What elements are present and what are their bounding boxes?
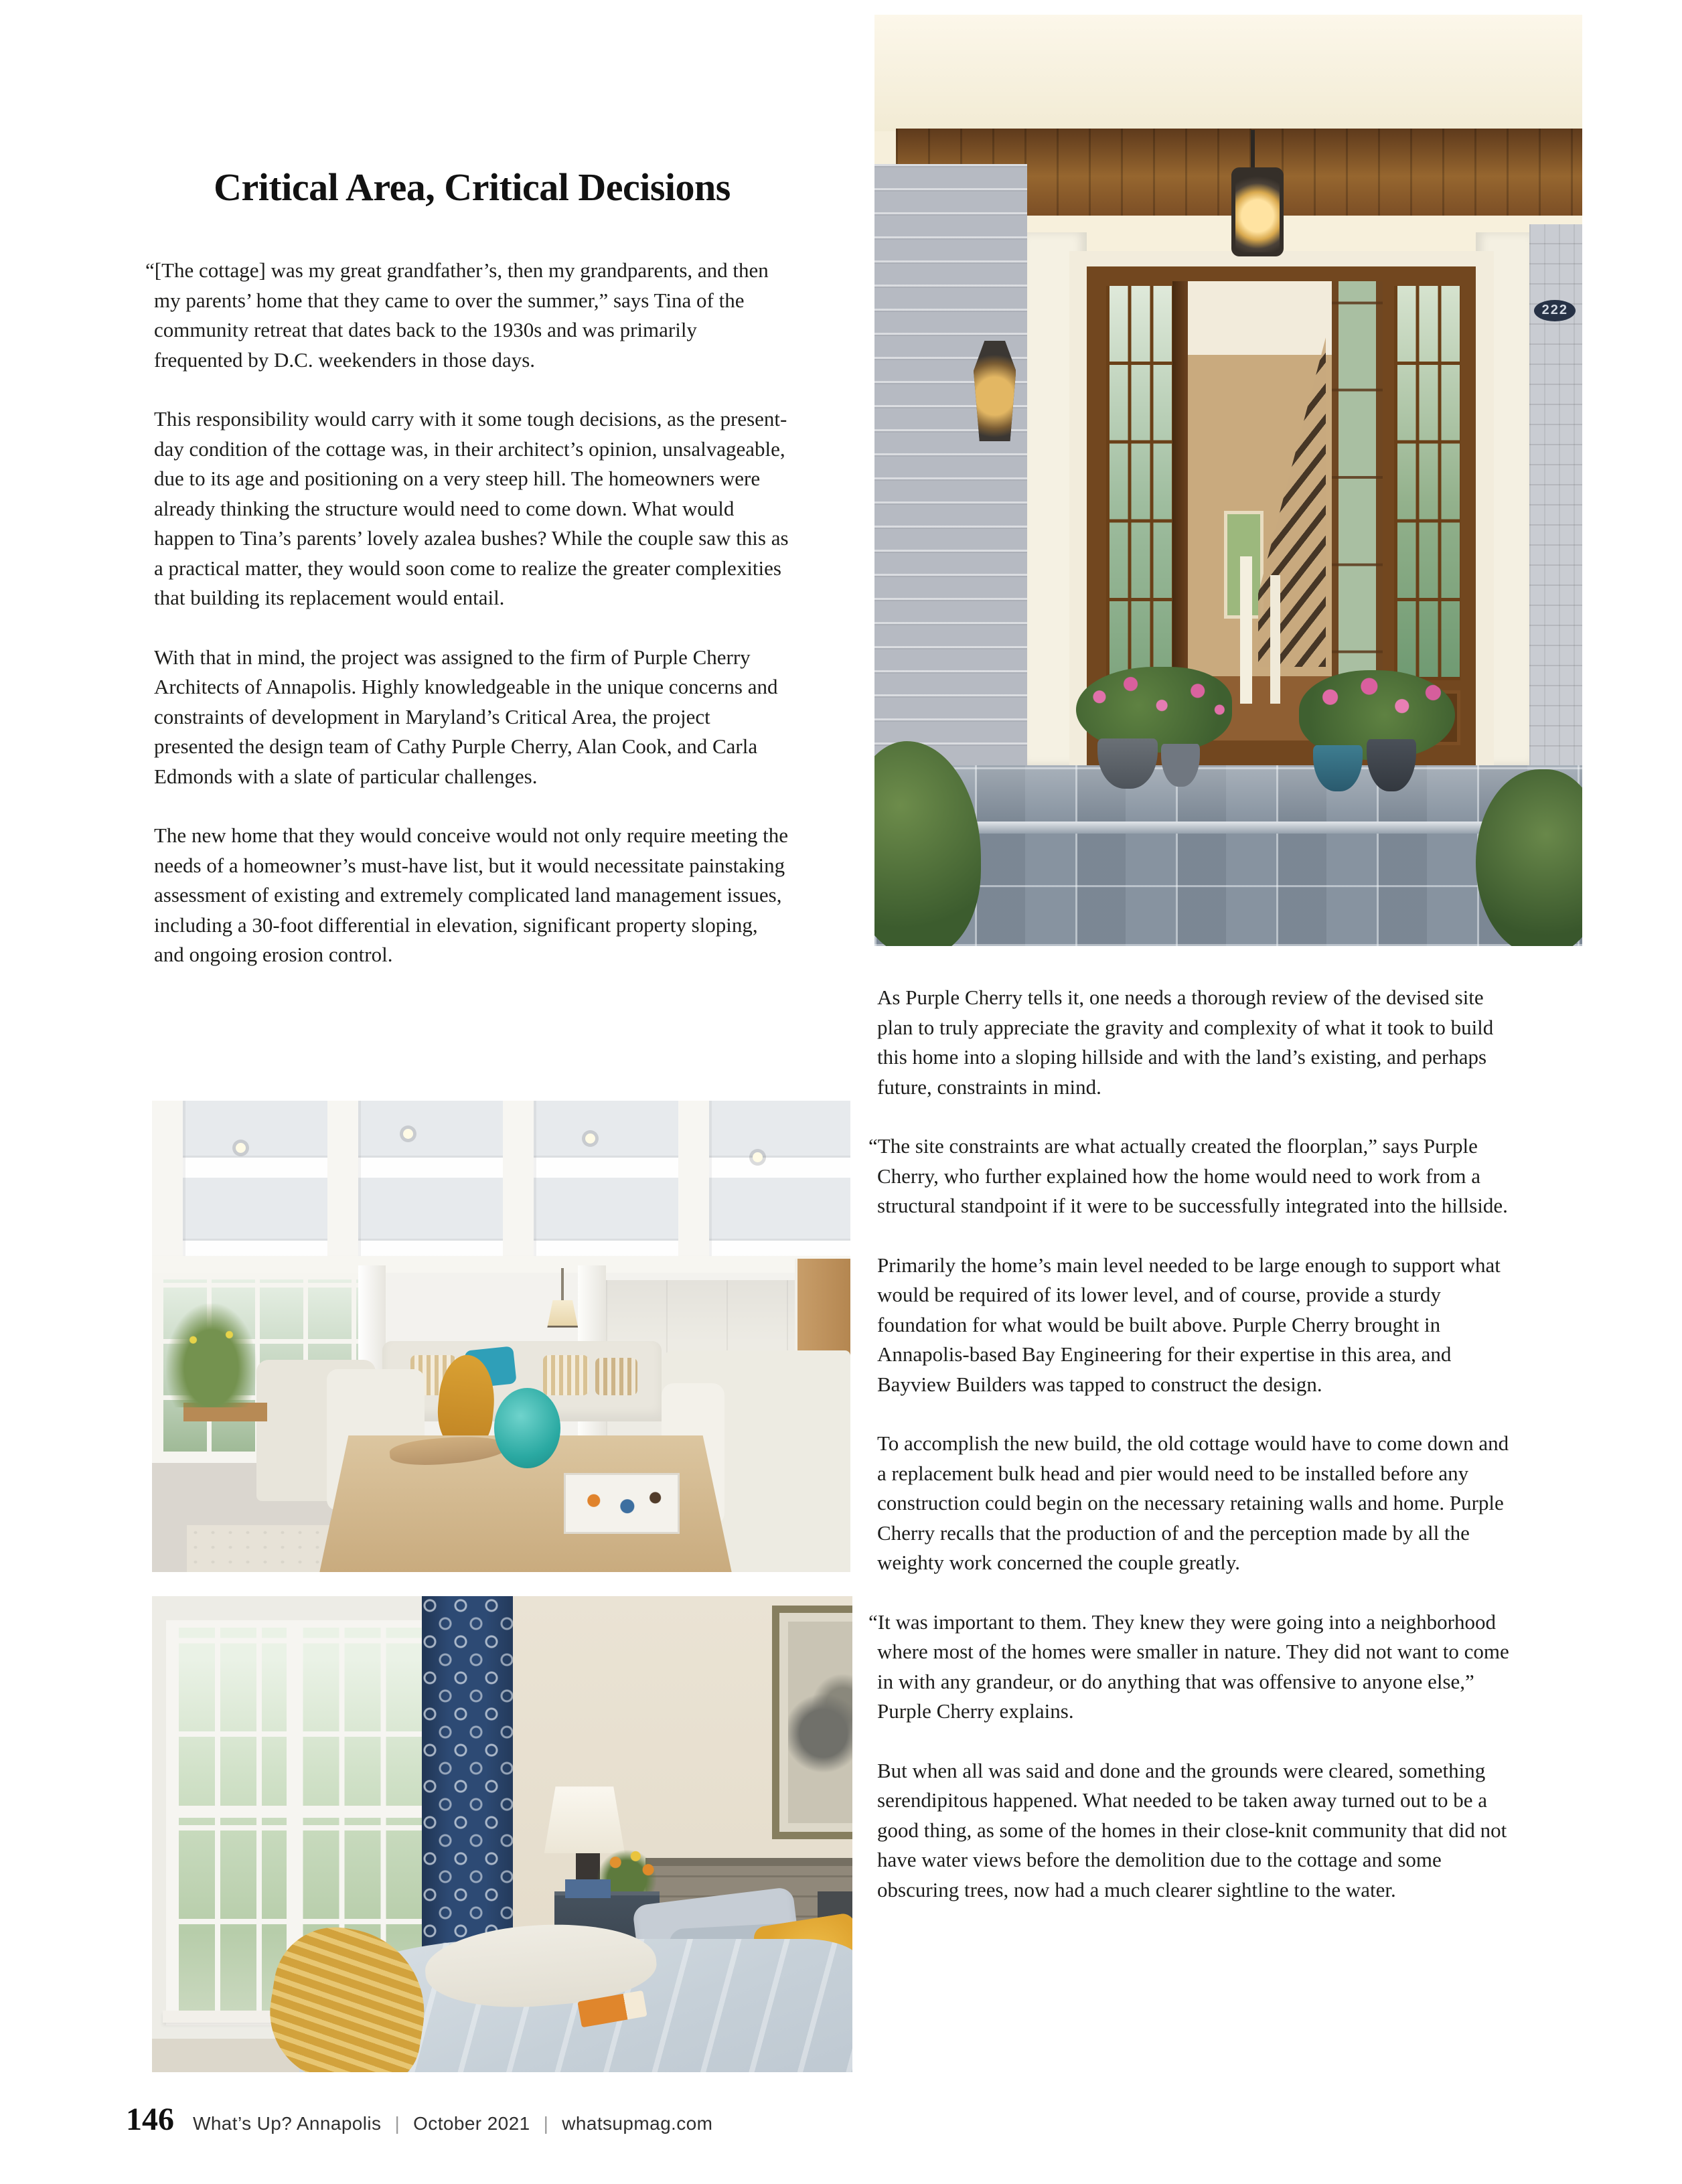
right-text-column [868, 983, 1519, 1934]
paragraph: The new home that they would conceive would not only require meeting the needs of a homeowner’s must-have list, but it would necessitate painstaking assessment of existing and extremely complicated land management issues, including a 30-foot differential in elevation, significant property sloping, and ongoing erosion control. [154, 824, 788, 966]
tissue-box [565, 1879, 611, 1898]
page-number: 146 [126, 2102, 174, 2137]
newel-post [1270, 575, 1280, 704]
paragraph: To accomplish the new build, the old cottage would have to come down and a replacement bulk head and pier would need to be installed before any construction could begin on the necessary retaining walls and home. Purple Cherry recalls that the production of and the perception made by all the weighty work concerned the couple greatly. [877, 1431, 1509, 1574]
recessed-light [585, 1134, 595, 1144]
window-rail [166, 1806, 436, 1818]
framed-artwork [772, 1606, 852, 1839]
house-number-plaque [1534, 300, 1576, 321]
paragraph: But when all was said and done and the grounds were cleared, something serendipitous happened. What needed to be taken away turned out to be a good thing, as some of the homes in their close-knit community that did not have water views before the demolition due to the cottage and some obscuring trees, now had a much clearer sightline to the water. [877, 1758, 1507, 1901]
living-room-photo [152, 1101, 850, 1572]
door-opening-interior [1184, 281, 1332, 740]
article-title: Critical Area, Critical Decisions [214, 165, 731, 209]
sidelight-left [1106, 286, 1172, 680]
porch-ceiling [874, 15, 1582, 131]
separator: | [394, 2113, 400, 2134]
paragraph: As Purple Cherry tells it, one needs a thorough review of the devised site plan to truly appreciate the gravity and complexity of what it took to build this home into a sloping hillside and with the land’s existing, and perhaps future, constraints in mind. [877, 986, 1494, 1099]
bedroom-photo [152, 1596, 852, 2072]
paragraph-quote: “It was important to them. They knew they were going into a neighborhood where most of the homes were smaller in nature. They did not want to come in with any grandeur, or do anything that was offensive to anyone else,” Purple Cherry explains. [868, 1610, 1509, 1723]
entry-photo [874, 15, 1582, 946]
striped-pillow [595, 1358, 637, 1395]
coffered-ceiling [152, 1101, 850, 1261]
paragraph-quote: “The site constraints are what actually created the floorplan,” says Purple Cherry, who further explained how the home would need to work from a structural standpoint if it were to be successfully integrated into the hillside. [868, 1134, 1508, 1217]
houseplant [166, 1304, 257, 1407]
paragraph-quote: “[The cottage] was my great grandfather’s, then my grandparents, and then my parents’ home that they came to over the summer,” says Tina of the community retreat that dates back to the 1930s and was primarily frequented by D.C. weekenders in those days. [145, 258, 769, 372]
footer-meta [193, 2113, 712, 2134]
striped-pillow [543, 1355, 589, 1395]
page-footer [126, 2101, 712, 2138]
sidelight-right [1394, 286, 1460, 680]
staircase [1258, 336, 1326, 667]
clapboard-wall [874, 164, 1027, 767]
website: whatsupmag.com [562, 2113, 713, 2134]
wall-sconce [974, 341, 1016, 441]
paragraph: This responsibility would carry with it some tough decisions, as the present-day condition of the cottage was, in their architect’s opinion, unsalvageable, due to its age and positioning on a very steep hill. The homeowners were already thinking the structure would need to come down. What would happen to Tina’s parents’ lovely azalea bushes? While the couple saw this as a practical matter, they would soon come to realize the greater complexities that building its replacement would entail. [154, 407, 789, 609]
house-number: 222 [1541, 303, 1568, 318]
patio-step [874, 822, 1582, 834]
lantern-pendant-light [1231, 167, 1284, 256]
pendant-rod [561, 1268, 564, 1301]
paragraph: Primarily the home’s main level needed to be large enough to support what would be required of its lower level, and of course, provide a sturdy foundation for what would be built above. Purple Cherry brought in Annapolis-based Bay Engineering for their expertise in this area, and Bayview Builders was tapped to construct the design. [877, 1253, 1501, 1396]
newel-post [1240, 556, 1252, 703]
magazine-name: What’s Up? Annapolis [193, 2113, 382, 2134]
pendant-rod [1251, 130, 1254, 169]
left-text-column [145, 256, 790, 1000]
serving-tray [564, 1473, 680, 1533]
ceiling-beam [152, 1256, 850, 1273]
paragraph: With that in mind, the project was assigned to the firm of Purple Cherry Architects of Annapolis. Highly knowledgeable in the unique concerns and constraints of development in Maryland’s Critical Area, the project presented the design team of Cathy Purple Cherry, Alan Cook, and Carla Edmonds with a slate of particular challenges. [154, 645, 778, 788]
teal-glass-vase [494, 1388, 560, 1468]
issue-date: October 2021 [413, 2113, 530, 2134]
separator: | [543, 2113, 549, 2134]
